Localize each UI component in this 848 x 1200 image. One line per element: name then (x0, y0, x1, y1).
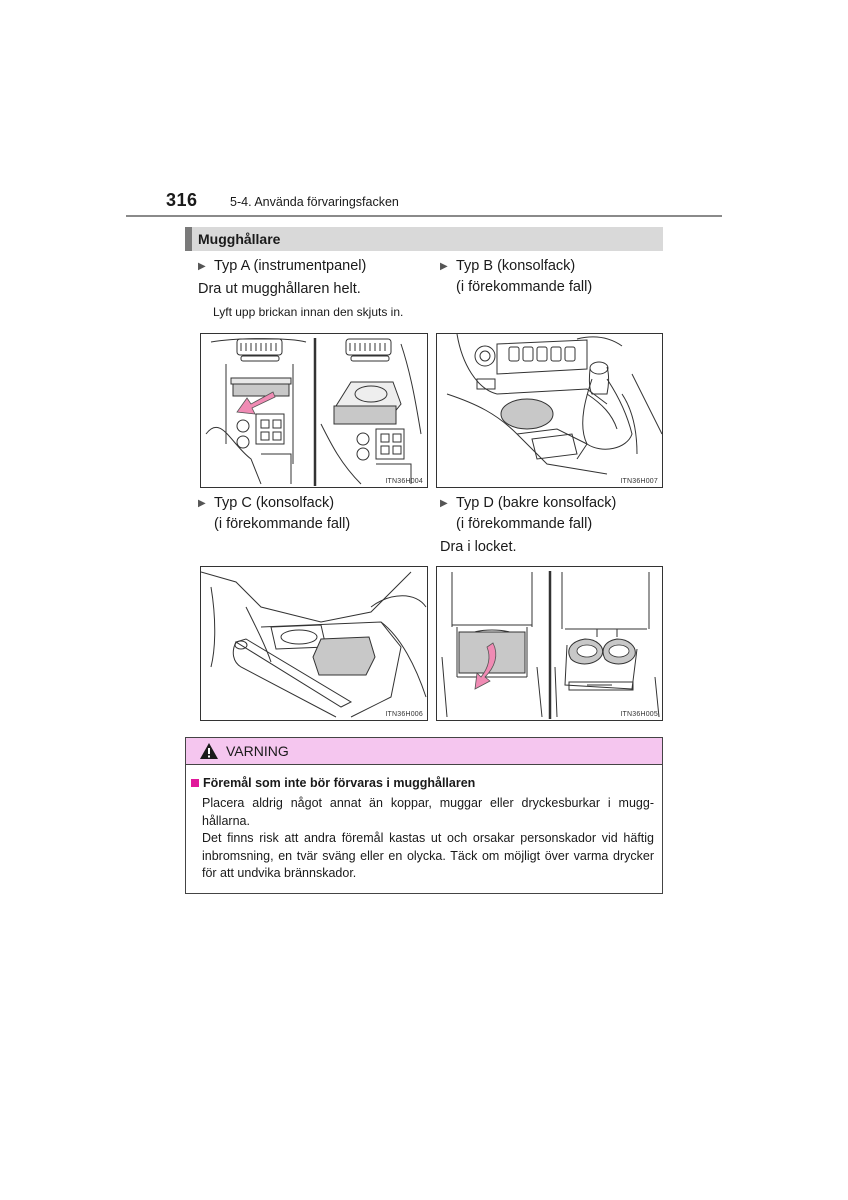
heading-bar (185, 227, 663, 251)
triangle-bullet-icon: ▶ (198, 261, 206, 272)
heading-title: Mugghållare (198, 231, 281, 247)
type-c-label (198, 493, 350, 534)
warning-paragraph-2: Det finns risk att andra föremål kastas ut och orsakar personskador vid häftig inbromsning, en tvär sväng eller en olycka. Täck om möjligt över varma drycker för att undvika brännskador. (202, 831, 654, 880)
warning-title: VARNING (226, 743, 289, 759)
type-d-label-text: Typ D (bakre konsolfack) (456, 495, 617, 511)
figure-code: ITN36H004 (385, 478, 423, 485)
type-b-label (440, 256, 592, 297)
warning-body (202, 795, 654, 883)
figure-type-b-illustration (437, 334, 663, 488)
figure-code: ITN36H006 (385, 711, 423, 718)
figure-type-d (436, 566, 663, 721)
type-d-label (440, 493, 616, 534)
type-a-label (198, 256, 366, 277)
header-rule (126, 215, 722, 217)
warning-paragraph-1: Placera aldrig något annat än koppar, muggar eller dryckesburkar i mugg-hållarna. (202, 796, 654, 828)
type-d-label-sub: (i förekommande fall) (456, 516, 593, 532)
type-a-label-text: Typ A (instrumentpanel) (214, 258, 367, 274)
type-b-label-text: Typ B (konsolfack) (456, 258, 576, 274)
page-number: 316 (166, 190, 198, 210)
type-a-instruction: Dra ut mugghållaren helt. (198, 281, 361, 297)
warning-triangle-icon (199, 742, 219, 760)
section-title: 5-4. Använda förvaringsfacken (230, 195, 399, 209)
triangle-bullet-icon: ▶ (440, 498, 448, 509)
warning-subtitle (191, 776, 475, 790)
type-c-label-text: Typ C (konsolfack) (214, 495, 335, 511)
warning-subtitle-text: Föremål som inte bör förvaras i mugghållaren (203, 776, 476, 790)
square-bullet-icon (191, 779, 199, 787)
figure-type-a (200, 333, 428, 488)
type-b-label-sub: (i förekommande fall) (456, 279, 593, 295)
figure-code: ITN36H005 (620, 711, 658, 718)
figure-type-b (436, 333, 663, 488)
warning-header (186, 738, 662, 765)
figure-code: ITN36H007 (620, 478, 658, 485)
triangle-bullet-icon: ▶ (198, 498, 206, 509)
figure-type-c-illustration (201, 567, 428, 721)
figure-type-c (200, 566, 428, 721)
type-c-label-sub: (i förekommande fall) (214, 516, 351, 532)
figure-type-d-illustration (437, 567, 663, 721)
type-a-note: Lyft upp brickan innan den skjuts in. (213, 305, 404, 319)
triangle-bullet-icon: ▶ (440, 261, 448, 272)
figure-type-a-illustration (201, 334, 428, 488)
warning-box (185, 737, 663, 894)
type-d-instruction: Dra i locket. (440, 539, 517, 555)
